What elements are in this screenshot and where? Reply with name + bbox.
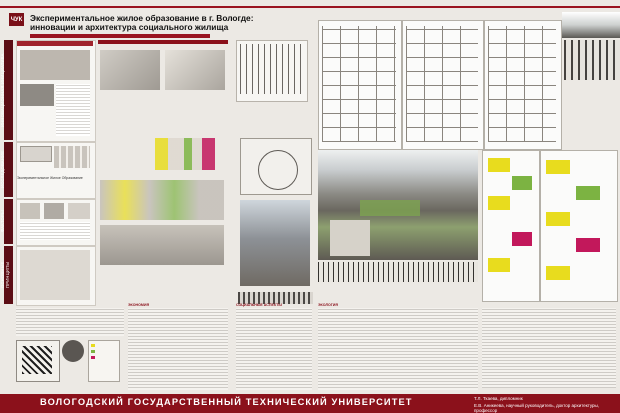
logo-text: ЧУК [10,16,23,23]
research-chart [20,146,52,162]
axonometric-diagram-2 [165,50,225,90]
economy-heading: ЭКОНОМИЯ [128,303,150,307]
research-grid [54,146,90,168]
apartment-plan-green-1 [512,176,532,190]
factors-chart-1 [20,203,40,219]
legend-swatch-yellow [91,344,95,347]
supervisor-credit: Е.В. Аникеева, научный руководитель, доктор архитектуры, профессор [474,403,600,413]
innovation-diagram [20,50,90,80]
innovation-red-header [17,41,93,46]
factors-text [20,222,90,240]
floor-plan-2-grid [406,26,478,142]
floor-plan-1-grid [322,26,396,142]
university-name: ВОЛОГОДСКИЙ ГОСУДАРСТВЕННЫЙ ТЕХНИЧЕСКИЙ УНИВЕРСИТЕТ [40,397,413,407]
facade-elevation-pattern [240,44,302,94]
apartment-plans-column-1 [482,150,540,302]
intro-text-block [16,308,124,336]
side-tab-innovation-label: ИННОВАЦИОННАЯ ИНИЦИАТИВА [0,53,5,127]
title-underline-bar [30,34,210,38]
side-tab-research-label: ИССЛЕДОВАНИЕ [0,150,5,189]
stacked-units-diagram [100,225,224,265]
apartment-plan-yellow-6 [546,266,570,280]
elevation-strip-right [564,40,620,80]
apartment-plan-green-2 [576,186,600,200]
economy-text [128,308,228,390]
economy-header-bar [98,40,228,44]
factors-chart-2 [44,203,64,219]
aerial-render-small [240,200,310,286]
apartment-plan-magenta-2 [576,238,600,252]
legend-swatch-magenta [91,356,95,359]
author-portrait [62,340,84,362]
apartment-plan-yellow-5 [546,212,570,226]
social-text [236,308,312,390]
street-render-top-right [562,12,620,38]
ecology-text [318,308,478,390]
render-roof-garden [360,200,420,216]
render-building-block [330,220,370,256]
apartment-plan-yellow-1 [488,158,510,172]
building-section [318,262,478,282]
side-tab-factors-label: ФАКТОРЫ [0,210,5,233]
colored-blocks-diagram [155,138,215,170]
legend-swatch-green [91,350,95,353]
axonometric-diagram-1 [100,50,160,90]
housing-cluster-diagram [100,180,224,220]
top-accent-bar [0,6,620,8]
university-logo [9,13,24,26]
apartment-plan-magenta-1 [512,232,532,246]
social-heading: СОЦИАЛЬНЫЕ АСПЕКТЫ [236,303,282,307]
conclusion-text [482,308,616,388]
poster-title [30,14,300,32]
innovation-photo [20,84,54,106]
innovation-text [56,84,90,136]
side-tab-principles-label: ОСНОВНЫЕ ПРИНЦИПЫ [0,261,10,289]
title-line-2: инновации и архитектура социального жилища [30,22,229,32]
site-map-buildings [22,346,52,374]
factors-chart-3 [68,203,90,219]
apartment-plan-yellow-4 [546,160,570,174]
author-credit: Т.Л. Ткаева, дипломник [474,396,523,401]
ecology-heading: ЭКОЛОГИЯ [318,303,338,307]
principles-diagram [20,250,90,300]
apartment-plan-yellow-2 [488,196,510,210]
title-line-1: Экспериментальное жилое образование в г. Вологде: [30,13,254,23]
floor-plan-3-grid [488,26,556,142]
research-label: Экспериментальное Жилое Образование [17,176,83,180]
apartment-plan-yellow-3 [488,258,510,272]
site-plan-curve [258,150,298,190]
